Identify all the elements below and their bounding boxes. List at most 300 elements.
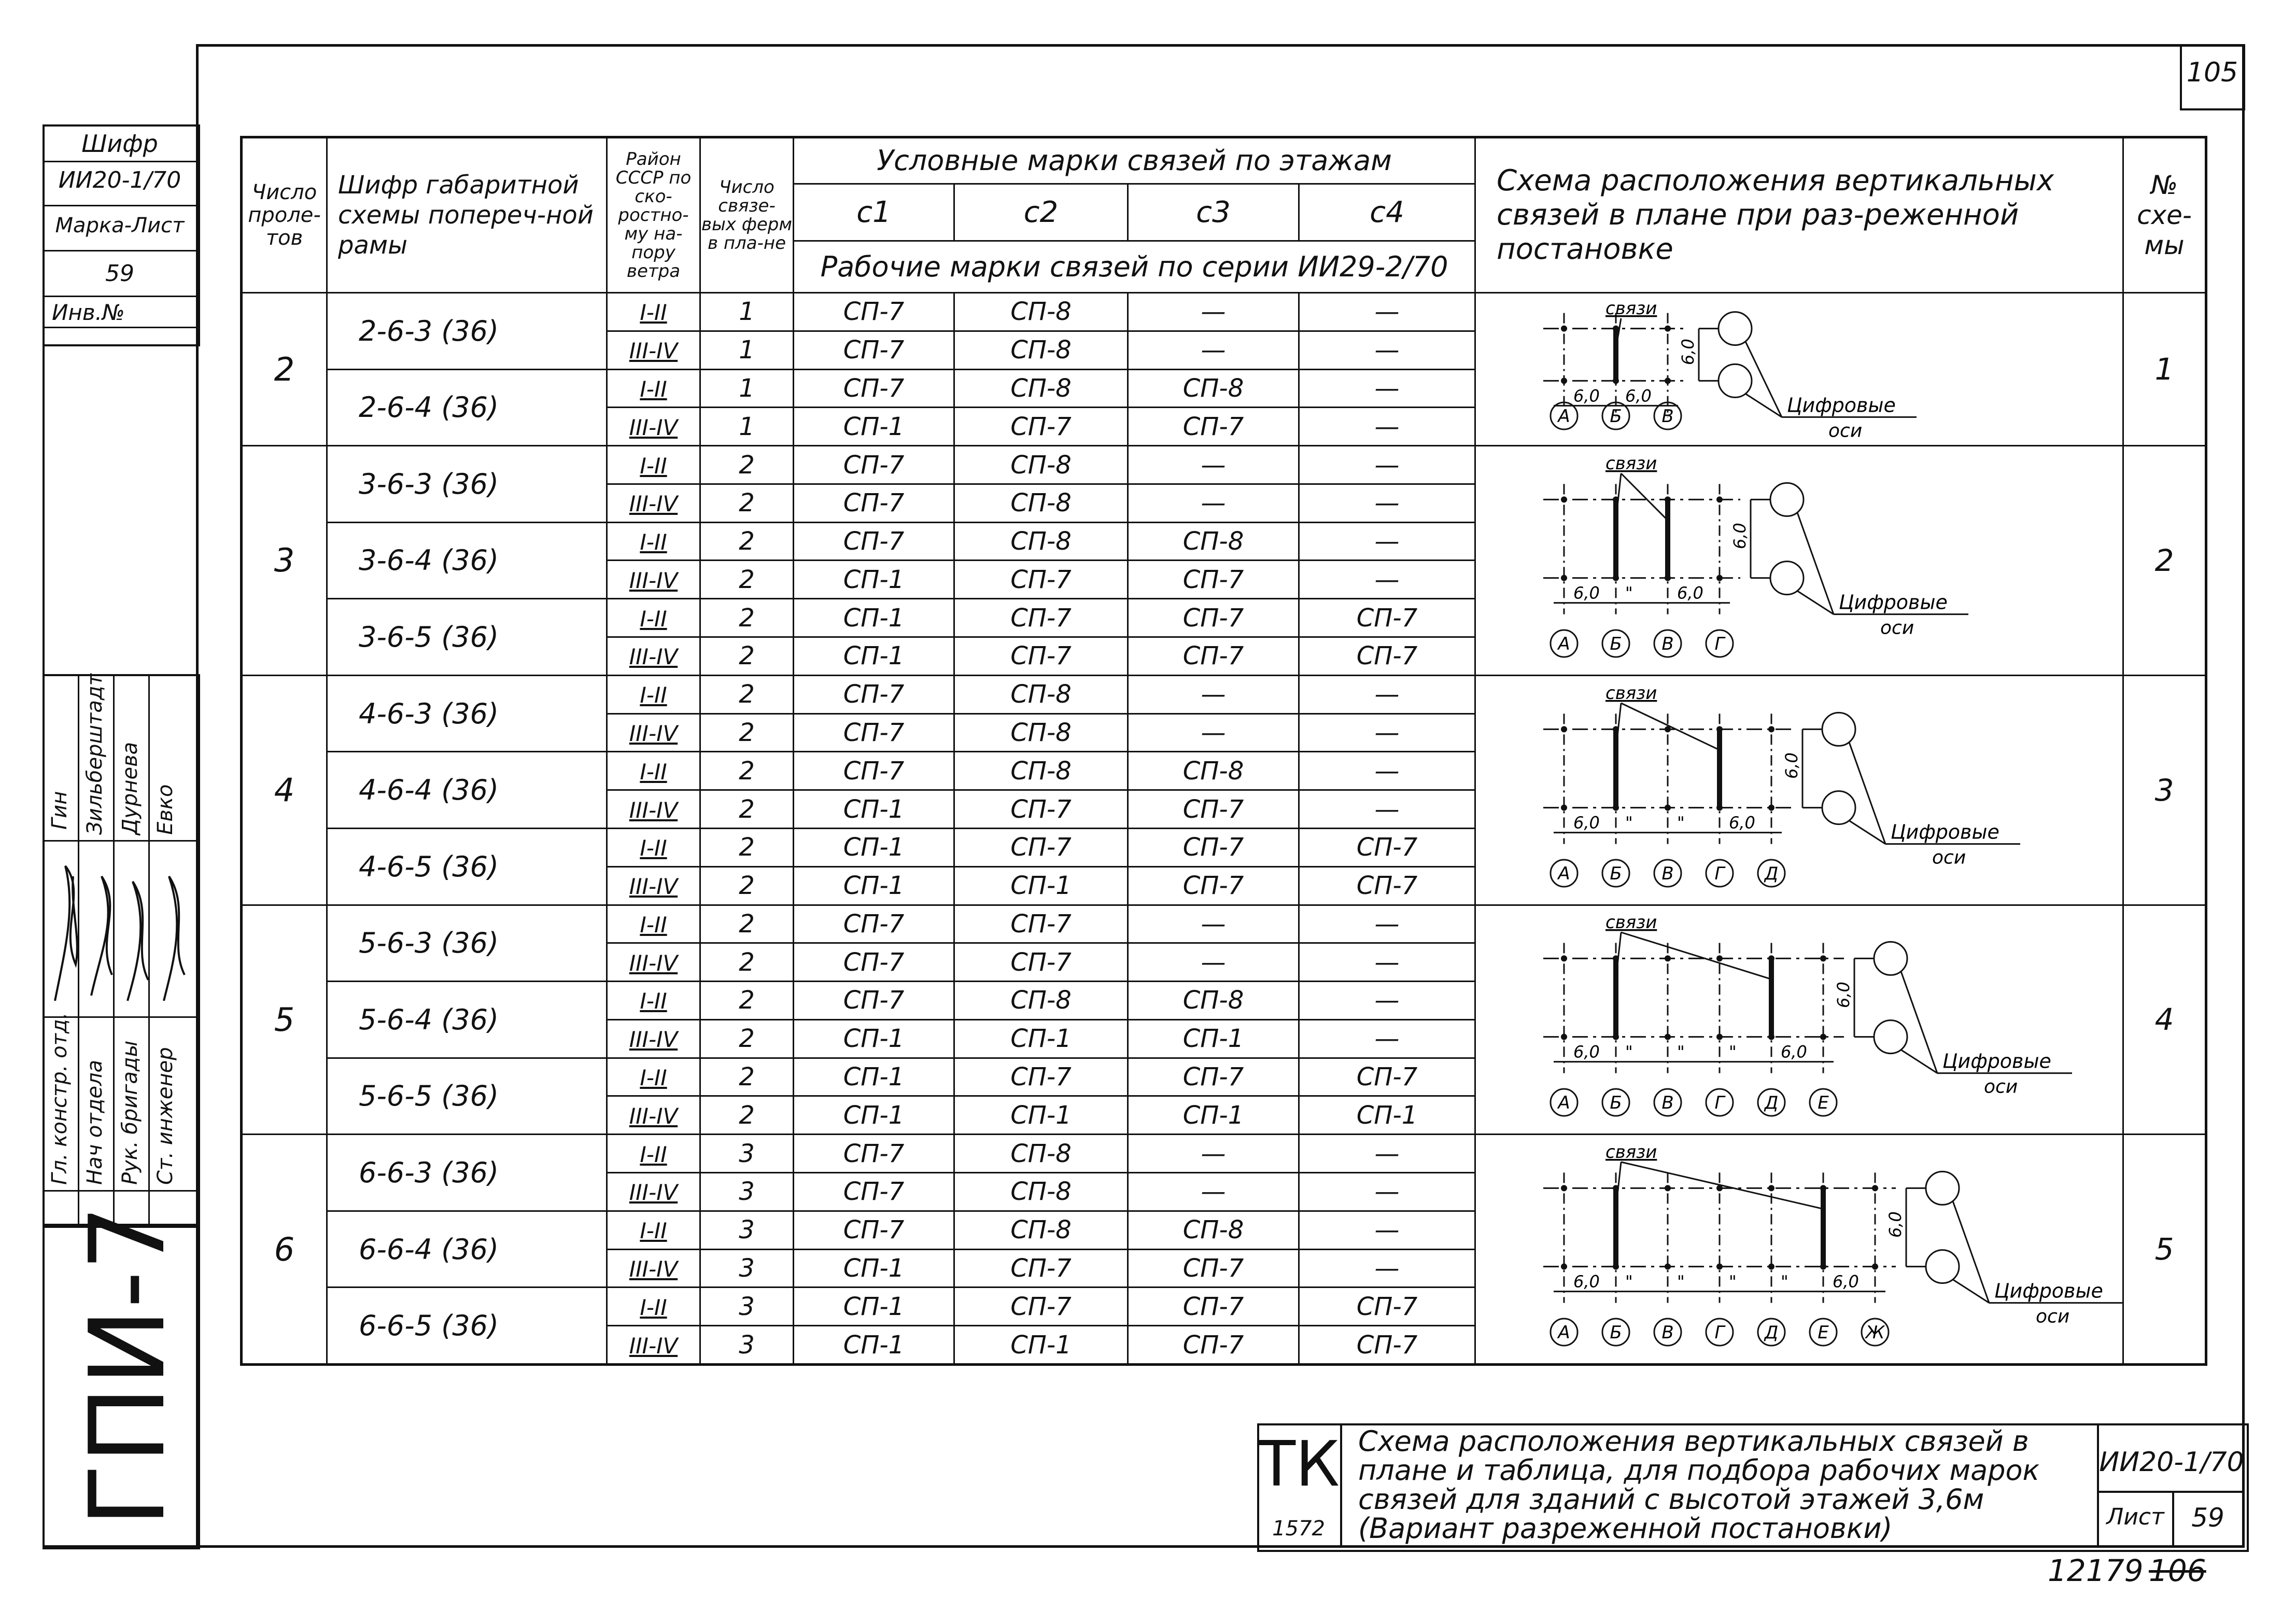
wind-region: III-IV — [629, 567, 678, 593]
leader-line — [1621, 932, 1771, 979]
rama-code-cell: 3-6-3 (36) — [327, 446, 607, 523]
wind-region-cell — [607, 675, 700, 713]
brace-mark-c4: — — [1299, 752, 1475, 790]
truss-count-cell: 2 — [700, 943, 794, 982]
header-c4: с4 — [1299, 184, 1475, 241]
axis-letter: Г — [1714, 863, 1725, 884]
brace-mark-c1: СП-1 — [794, 1288, 954, 1326]
scheme-node — [1716, 1034, 1723, 1040]
shifr-value: ИИ20-1/70 — [58, 167, 181, 193]
scheme-cell — [1475, 293, 2123, 446]
wind-region: I-II — [640, 988, 667, 1014]
brace-mark-c3: СП-1 — [1128, 1019, 1299, 1058]
dimension-label: " — [1625, 1271, 1633, 1292]
scheme-node — [1561, 1264, 1567, 1270]
leader-line — [1797, 512, 1834, 614]
sheet-label: Лист — [2106, 1504, 2164, 1530]
main-table — [240, 136, 2207, 1366]
scheme-label-osi: оси — [1932, 847, 1966, 869]
brace-mark-c1: СП-1 — [794, 1096, 954, 1135]
header-cond: Условные марки связей по этажам — [794, 137, 1475, 184]
name-2: Зильберштадт — [83, 674, 107, 835]
header-fermy: Число связе-вых ферм в пла-не — [700, 137, 794, 293]
rama-code-cell: 4-6-4 (36) — [327, 752, 607, 829]
axis-letter: А — [1558, 1322, 1570, 1344]
axis-letter: А — [1558, 406, 1570, 427]
brace-mark-c3: — — [1128, 293, 1299, 331]
number-bubble — [1770, 483, 1804, 516]
tk-label: ТК — [1257, 1429, 1340, 1501]
axis-letter: Б — [1610, 633, 1622, 654]
spans-cell: 6 — [242, 1135, 327, 1365]
wind-region: III-IV — [629, 950, 678, 976]
brace-mark-c4: СП-7 — [1299, 637, 1475, 676]
scheme-node — [1665, 1185, 1671, 1191]
scheme-label-cifrovye: Цифровые — [1839, 591, 1948, 614]
wind-region: I-II — [640, 1218, 667, 1244]
wind-region: III-IV — [629, 1180, 678, 1206]
brace-mark-c4: — — [1299, 408, 1475, 446]
brace-mark-c3: СП-7 — [1128, 1288, 1299, 1326]
brace-mark-c4: — — [1299, 484, 1475, 522]
dimension-label: 6,0 — [1625, 386, 1652, 406]
wind-region: III-IV — [629, 1333, 678, 1359]
shifr-label: Шифр — [81, 130, 158, 158]
brace-mark-c2: СП-8 — [954, 331, 1128, 369]
scheme-label-svyazi: связи — [1605, 298, 1657, 319]
brace-mark-c2: СП-1 — [954, 866, 1128, 905]
scheme-node — [1561, 575, 1567, 581]
brace-mark-c3: СП-8 — [1128, 982, 1299, 1020]
wind-region-cell — [607, 1135, 700, 1173]
sheet-value: 59 — [2191, 1503, 2224, 1533]
scheme-node — [1561, 1185, 1567, 1191]
scheme-label-cifrovye: Цифровые — [1787, 394, 1896, 417]
truss-count-cell: 2 — [700, 599, 794, 637]
role-2: Нач отдела — [83, 1059, 107, 1185]
wind-region-cell — [607, 1249, 700, 1288]
wind-region: I-II — [640, 1065, 667, 1091]
sig-row — [43, 1190, 196, 1192]
wind-region: I-II — [640, 376, 667, 402]
brace-scheme-diagram — [1476, 297, 2124, 442]
scheme-node — [1561, 804, 1567, 810]
brace-mark-c1: СП-1 — [794, 408, 954, 446]
scheme-node — [1768, 1264, 1774, 1270]
brace-scheme-diagram — [1476, 1140, 2124, 1358]
brace-mark-c1: СП-7 — [794, 1211, 954, 1249]
signatures-handwritten — [45, 845, 195, 1011]
wind-region-cell — [607, 1096, 700, 1135]
brace-mark-c4: — — [1299, 1172, 1475, 1211]
axis-letter: Б — [1610, 1093, 1622, 1114]
marka-label: Марка-Лист — [55, 214, 185, 237]
brace-mark-c4: — — [1299, 1019, 1475, 1058]
brace-mark-c3: СП-7 — [1128, 1326, 1299, 1365]
scheme-label-svyazi: связи — [1605, 1142, 1657, 1163]
brace-mark-c2: СП-8 — [954, 484, 1128, 522]
brace-mark-c1: СП-1 — [794, 599, 954, 637]
wind-region-cell — [607, 1019, 700, 1058]
brace-mark-c2: СП-7 — [954, 561, 1128, 599]
rama-code-cell: 3-6-5 (36) — [327, 599, 607, 676]
axis-letter: Б — [1610, 406, 1622, 427]
dimension-label: 6,0 — [1573, 1042, 1600, 1062]
truss-count-cell: 1 — [700, 408, 794, 446]
leader-line — [1621, 703, 1720, 750]
rama-code-cell: 2-6-3 (36) — [327, 293, 607, 370]
brace-mark-c2: СП-8 — [954, 675, 1128, 713]
scheme-node — [1665, 377, 1671, 384]
wind-region-cell — [607, 713, 700, 752]
table-row — [242, 293, 2206, 331]
title-sep — [2097, 1491, 2245, 1493]
brace-mark-c4: СП-7 — [1299, 1288, 1475, 1326]
frame-right — [2242, 44, 2245, 1548]
brace-mark-c4: — — [1299, 790, 1475, 829]
truss-count-cell: 3 — [700, 1288, 794, 1326]
axis-letter: В — [1661, 406, 1674, 427]
dimension-label: 6,0 — [1573, 813, 1600, 833]
brace-mark-c3: — — [1128, 713, 1299, 752]
truss-count-cell: 1 — [700, 369, 794, 408]
truss-count-cell: 1 — [700, 331, 794, 369]
scheme-cell — [1475, 1135, 2123, 1365]
brace-mark-c2: СП-7 — [954, 1288, 1128, 1326]
axis-letter: Е — [1818, 1322, 1829, 1344]
rama-code-cell: 6-6-3 (36) — [327, 1135, 607, 1211]
scheme-number-cell: 4 — [2123, 905, 2206, 1135]
rama-code-cell: 4-6-3 (36) — [327, 675, 607, 752]
scheme-node — [1665, 804, 1671, 810]
wind-region: III-IV — [629, 797, 678, 823]
leader-line — [1901, 972, 1937, 1073]
dimension-label: 6,0 — [1573, 583, 1600, 603]
truss-count-cell: 2 — [700, 484, 794, 522]
brace-mark-c4: СП-7 — [1299, 599, 1475, 637]
scheme-cell — [1475, 675, 2123, 905]
brace-mark-c4: — — [1299, 522, 1475, 561]
axis-letter: Д — [1764, 863, 1779, 884]
scheme-node — [1768, 1185, 1774, 1191]
wind-region-cell — [607, 1172, 700, 1211]
brace-mark-c1: СП-7 — [794, 369, 954, 408]
scheme-label-osi: оси — [1984, 1076, 2018, 1098]
brace-mark-c4: — — [1299, 982, 1475, 1020]
scheme-node — [1716, 956, 1723, 962]
truss-count-cell: 2 — [700, 446, 794, 484]
dimension-label: 6,0 — [1573, 386, 1600, 406]
scheme-node — [1716, 496, 1723, 502]
header-spans: Число проле-тов — [242, 137, 327, 293]
wind-region-cell — [607, 982, 700, 1020]
brace-mark-c3: — — [1128, 446, 1299, 484]
brace-mark-c2: СП-8 — [954, 446, 1128, 484]
name-1: Гин — [48, 791, 72, 830]
wind-region-cell — [607, 408, 700, 446]
axis-letter: Г — [1714, 1093, 1725, 1114]
wind-region: I-II — [640, 300, 667, 326]
wind-region: III-IV — [629, 1256, 678, 1282]
wind-region: I-II — [640, 682, 667, 708]
spans-cell: 5 — [242, 905, 327, 1135]
brace-scheme-diagram — [1476, 911, 2124, 1128]
sig-row — [43, 840, 196, 842]
vertical-dim-label: 6,0 — [1885, 1211, 1906, 1238]
rama-code-cell: 5-6-4 (36) — [327, 982, 607, 1058]
leader-line — [1621, 473, 1668, 520]
wind-region-cell — [607, 522, 700, 561]
stamp-sep — [43, 296, 196, 297]
brace-mark-c2: СП-8 — [954, 1135, 1128, 1173]
brace-mark-c3: СП-8 — [1128, 522, 1299, 561]
header-c3: с3 — [1128, 184, 1299, 241]
brace-mark-c3: СП-7 — [1128, 637, 1299, 676]
scheme-label-osi: оси — [1880, 617, 1914, 639]
dimension-label: " — [1781, 1271, 1788, 1292]
wind-region: III-IV — [629, 338, 678, 364]
org-name: ГПИ-7 — [67, 1205, 188, 1527]
wind-region-cell — [607, 866, 700, 905]
number-bubble — [1926, 1250, 1959, 1283]
rama-code-cell: 2-6-4 (36) — [327, 369, 607, 446]
dimension-label: 6,0 — [1729, 813, 1755, 833]
axis-letter: В — [1661, 1322, 1674, 1344]
archive-number-2: 106 — [2149, 1553, 2206, 1588]
scheme-node — [1768, 726, 1774, 732]
truss-count-cell: 2 — [700, 982, 794, 1020]
brace-mark-c1: СП-1 — [794, 637, 954, 676]
brace-mark-c3: СП-7 — [1128, 790, 1299, 829]
axis-letter: В — [1661, 863, 1674, 884]
brace-mark-c2: СП-1 — [954, 1326, 1128, 1365]
title-sep — [1340, 1423, 1342, 1548]
number-bubble — [1926, 1171, 1959, 1205]
axis-letter: Б — [1610, 863, 1622, 884]
brace-mark-c1: СП-7 — [794, 675, 954, 713]
drawing-title: Схема расположения вертикальных связей в плане и таблица, для подбора рабочих марок связей для зданий с высотой этажей 3,6м (Вариант разреженной постановки) — [1358, 1425, 2040, 1545]
brace-mark-c3: — — [1128, 1172, 1299, 1211]
truss-count-cell: 1 — [700, 293, 794, 331]
vertical-dim-label: 6,0 — [1834, 982, 1854, 1009]
brace-mark-c1: СП-7 — [794, 752, 954, 790]
wind-region: I-II — [640, 1141, 667, 1167]
scheme-label-cifrovye: Цифровые — [1891, 820, 1999, 844]
brace-mark-c2: СП-7 — [954, 408, 1128, 446]
dimension-label: 6,0 — [1781, 1042, 1807, 1062]
axis-letter: Д — [1764, 1322, 1779, 1344]
brace-mark-c2: СП-1 — [954, 1096, 1128, 1135]
brace-mark-c3: — — [1128, 331, 1299, 369]
header-work: Рабочие марки связей по серии ИИ29-2/70 — [794, 241, 1475, 293]
truss-count-cell: 2 — [700, 561, 794, 599]
number-bubble — [1770, 562, 1804, 595]
rama-code-cell: 6-6-4 (36) — [327, 1211, 607, 1288]
wind-region-cell — [607, 1326, 700, 1365]
wind-region-cell — [607, 1211, 700, 1249]
brace-mark-c4: СП-7 — [1299, 828, 1475, 866]
dimension-label: " — [1729, 1042, 1737, 1062]
dimension-label: " — [1625, 583, 1633, 603]
page-number: 105 — [2186, 57, 2238, 88]
spans-cell: 4 — [242, 675, 327, 905]
leader-line — [1953, 1280, 1989, 1303]
brace-mark-c3: — — [1128, 675, 1299, 713]
frame-top — [196, 44, 2244, 47]
dimension-label: 6,0 — [1573, 1271, 1600, 1292]
wind-region-cell — [607, 331, 700, 369]
drawing-code: ИИ20-1/70 — [2099, 1447, 2244, 1478]
brace-mark-c3: СП-8 — [1128, 369, 1299, 408]
rama-code-cell: 4-6-5 (36) — [327, 828, 607, 905]
brace-mark-c2: СП-7 — [954, 828, 1128, 866]
wind-region-cell — [607, 905, 700, 943]
stamp-sep — [43, 250, 196, 251]
brace-mark-c1: СП-7 — [794, 905, 954, 943]
wind-region: III-IV — [629, 644, 678, 670]
brace-mark-c4: — — [1299, 331, 1475, 369]
dimension-label: " — [1677, 813, 1685, 833]
truss-count-cell: 2 — [700, 1019, 794, 1058]
brace-mark-c3: СП-7 — [1128, 866, 1299, 905]
brace-mark-c2: СП-8 — [954, 293, 1128, 331]
wind-region: I-II — [640, 606, 667, 632]
brace-mark-c1: СП-1 — [794, 561, 954, 599]
brace-mark-c1: СП-7 — [794, 293, 954, 331]
brace-mark-c1: СП-1 — [794, 866, 954, 905]
role-3: Рук. бригады — [118, 1040, 142, 1185]
brace-mark-c4: — — [1299, 1211, 1475, 1249]
brace-mark-c3: СП-7 — [1128, 561, 1299, 599]
brace-mark-c1: СП-7 — [794, 522, 954, 561]
vertical-dim-label: 6,0 — [1678, 339, 1698, 366]
rama-code-cell: 6-6-5 (36) — [327, 1288, 607, 1365]
scheme-node — [1561, 326, 1567, 332]
brace-mark-c3: СП-1 — [1128, 1096, 1299, 1135]
axis-letter: Д — [1764, 1093, 1779, 1114]
dimension-label: " — [1625, 1042, 1633, 1062]
header-scheme: Схема расположения вертикальных связей в плане при раз-реженной постановке — [1475, 137, 2123, 293]
dimension-label: 6,0 — [1677, 583, 1703, 603]
scheme-label-cifrovye: Цифровые — [1942, 1050, 2051, 1073]
name-4: Евко — [153, 784, 177, 835]
scheme-label-svyazi: связи — [1605, 453, 1657, 474]
scheme-node — [1716, 575, 1723, 581]
header-rayon: Район СССР по ско-ростно-му на-пору ветра — [607, 137, 700, 293]
leader-line — [1621, 1162, 1823, 1209]
brace-mark-c3: — — [1128, 1135, 1299, 1173]
axis-letter: Г — [1714, 1322, 1725, 1344]
truss-count-cell: 3 — [700, 1211, 794, 1249]
brace-mark-c1: СП-7 — [794, 982, 954, 1020]
brace-mark-c3: — — [1128, 484, 1299, 522]
wind-region-cell — [607, 599, 700, 637]
brace-mark-c2: СП-7 — [954, 1249, 1128, 1288]
brace-mark-c1: СП-1 — [794, 1249, 954, 1288]
role-1: Гл. констр. отд. — [48, 1012, 72, 1185]
truss-count-cell: 2 — [700, 828, 794, 866]
number-bubble — [1822, 791, 1855, 824]
archive-number: 12179 — [2048, 1553, 2144, 1588]
wind-region: III-IV — [629, 1027, 678, 1053]
brace-mark-c3: — — [1128, 943, 1299, 982]
scheme-node — [1820, 956, 1826, 962]
wind-region-cell — [607, 369, 700, 408]
wind-region: III-IV — [629, 874, 678, 900]
wind-region: III-IV — [629, 491, 678, 517]
wind-region-cell — [607, 561, 700, 599]
truss-count-cell: 3 — [700, 1135, 794, 1173]
truss-count-cell: 3 — [700, 1249, 794, 1288]
brace-mark-c2: СП-7 — [954, 637, 1128, 676]
scheme-number-cell: 3 — [2123, 675, 2206, 905]
brace-mark-c2: СП-7 — [954, 599, 1128, 637]
wind-region-cell — [607, 1288, 700, 1326]
wind-region: I-II — [640, 912, 667, 938]
scheme-node — [1820, 1034, 1826, 1040]
dimension-label: " — [1677, 1042, 1685, 1062]
leader-line — [1901, 1050, 1937, 1073]
scheme-cell — [1475, 446, 2123, 676]
header-rama: Шифр габаритной схемы попереч-ной рамы — [327, 137, 607, 293]
role-4: Ст. инженер — [153, 1047, 177, 1185]
brace-mark-c3: СП-7 — [1128, 599, 1299, 637]
wind-region: III-IV — [629, 414, 678, 440]
truss-count-cell: 2 — [700, 637, 794, 676]
scheme-label-svyazi: связи — [1605, 682, 1657, 704]
truss-count-cell: 2 — [700, 790, 794, 829]
dimension-label: " — [1625, 813, 1633, 833]
leader-line — [1953, 1201, 1989, 1303]
truss-count-cell: 2 — [700, 522, 794, 561]
brace-mark-c3: СП-7 — [1128, 408, 1299, 446]
brace-mark-c4: СП-1 — [1299, 1096, 1475, 1135]
scheme-node — [1561, 726, 1567, 732]
scheme-number-cell: 2 — [2123, 446, 2206, 676]
brace-mark-c1: СП-1 — [794, 828, 954, 866]
scheme-node — [1716, 1264, 1723, 1270]
wind-region: I-II — [640, 529, 667, 555]
wind-region-cell — [607, 1058, 700, 1096]
wind-region-cell — [607, 446, 700, 484]
scheme-number-cell: 1 — [2123, 293, 2206, 446]
wind-region-cell — [607, 752, 700, 790]
brace-mark-c3: — — [1128, 905, 1299, 943]
table-row — [242, 446, 2206, 484]
brace-mark-c2: СП-8 — [954, 982, 1128, 1020]
truss-count-cell: 2 — [700, 866, 794, 905]
number-bubble — [1874, 1020, 1907, 1054]
scheme-node — [1561, 496, 1567, 502]
brace-mark-c4: — — [1299, 713, 1475, 752]
brace-mark-c1: СП-7 — [794, 446, 954, 484]
scheme-number-cell: 5 — [2123, 1135, 2206, 1365]
brace-mark-c2: СП-7 — [954, 943, 1128, 982]
brace-mark-c1: СП-1 — [794, 1019, 954, 1058]
scheme-node — [1665, 1264, 1671, 1270]
brace-mark-c4: — — [1299, 293, 1475, 331]
truss-count-cell: 2 — [700, 1058, 794, 1096]
brace-mark-c4: — — [1299, 675, 1475, 713]
truss-count-cell: 2 — [700, 713, 794, 752]
dimension-label: " — [1729, 1271, 1737, 1292]
truss-count-cell: 2 — [700, 675, 794, 713]
brace-mark-c4: — — [1299, 943, 1475, 982]
wind-region-cell — [607, 790, 700, 829]
stamp-sep — [43, 161, 196, 162]
header-c2: с2 — [954, 184, 1128, 241]
scheme-node — [1768, 804, 1774, 810]
